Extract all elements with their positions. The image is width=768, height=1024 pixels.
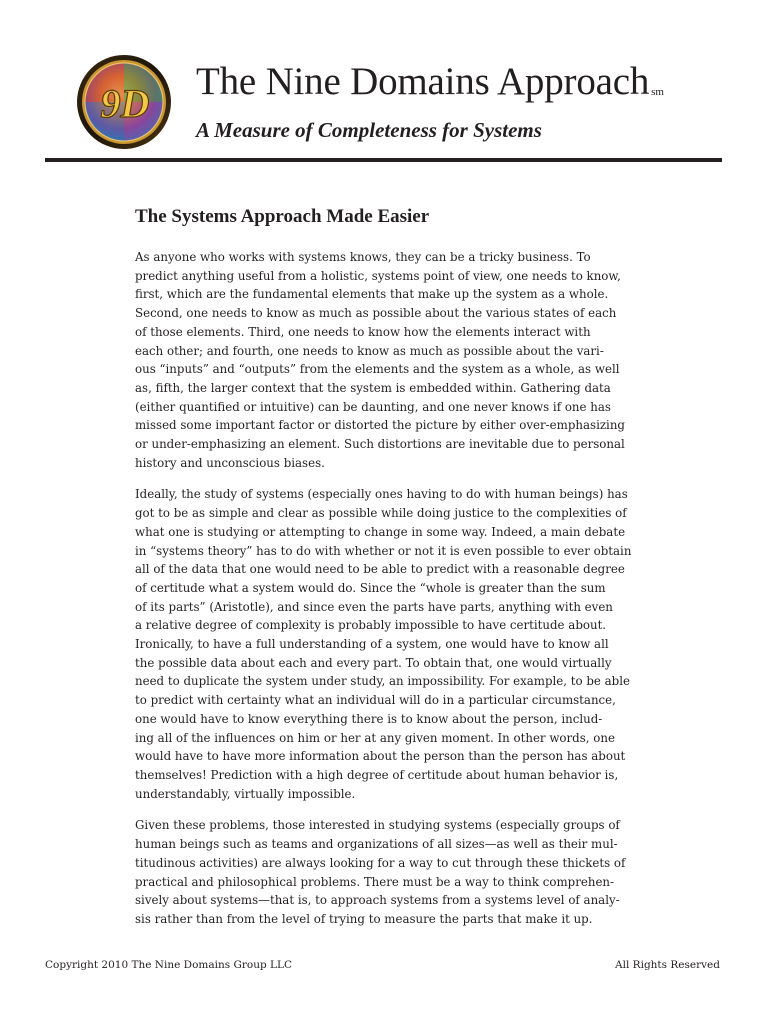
text-line: understandably, virtually impossible. — [135, 786, 356, 801]
text-line: titudinous activities) are always looking for a way to cut through these thickets of — [135, 855, 626, 870]
paragraph-2 — [135, 485, 635, 803]
text-line: practical and philosophical problems. There must be a way to think comprehen- — [135, 874, 615, 889]
logo-monogram: 9D — [100, 81, 150, 126]
text-line: themselves! Prediction with a high degree of certitude about human behavior is, — [135, 767, 619, 782]
text-line: of certitude what a system would do. Since the “whole is greater than the sum — [135, 580, 606, 595]
text-line: ous “inputs” and “outputs” from the elements and the system as a whole, as well — [135, 362, 620, 377]
document-subtitle: A Measure of Completeness for Systems — [196, 118, 542, 142]
text-line: history and unconscious biases. — [135, 455, 325, 470]
text-line: first, which are the fundamental elements that make up the system as a whole. — [135, 287, 609, 302]
text-line: sively about systems—that is, to approach systems from a systems level of analy- — [135, 893, 620, 908]
text-line: need to duplicate the system under study, an impossibility. For example, to be able — [135, 674, 630, 689]
text-line: what one is studying or attempting to change in some way. Indeed, a main debate — [135, 524, 626, 539]
nine-domains-logo — [76, 54, 172, 150]
article-body — [135, 204, 635, 942]
logo-emblem — [76, 54, 172, 150]
text-line: Ideally, the study of systems (especially ones having to do with human beings) has — [135, 487, 628, 502]
text-line: as, fifth, the larger context that the system is embedded within. Gathering data — [135, 380, 611, 395]
text-line: would have to have more information about the person than the person has about — [135, 749, 626, 764]
text-line: ing all of the influences on him or her at any given moment. In other words, one — [135, 730, 615, 745]
text-line: Given these problems, those interested in studying systems (especially groups of — [135, 818, 620, 833]
text-line: (either quantified or intuitive) can be daunting, and one never knows if one has — [135, 399, 611, 414]
text-line: Second, one needs to know as much as possible about the various states of each — [135, 306, 617, 321]
text-line: each other; and fourth, one needs to know as much as possible about the vari- — [135, 343, 604, 358]
section-heading: The Systems Approach Made Easier — [135, 206, 430, 227]
text-line: got to be as simple and clear as possible while doing justice to the complexities of — [135, 506, 627, 521]
text-line: missed some important factor or distorted the picture by either over-emphasizing — [135, 418, 625, 433]
text-line: of its parts” (Aristotle), and since even the parts have parts, anything with even — [135, 599, 613, 614]
text-line: sis rather than from the level of trying to measure the parts that make it up. — [135, 911, 593, 926]
copyright-notice: Copyright 2010 The Nine Domains Group LLC — [45, 959, 292, 971]
document-title — [196, 60, 664, 104]
text-line: Ironically, to have a full understanding of a system, one would have to know all — [135, 637, 609, 652]
text-line: the possible data about each and every part. To obtain that, one would virtually — [135, 655, 612, 670]
text-line: to predict with certainty what an individual will do in a particular circumstance, — [135, 693, 616, 708]
text-line: all of the data that one would need to be able to predict with a reasonable degree — [135, 562, 625, 577]
text-line: or under-emphasizing an element. Such distortions are inevitable due to personal — [135, 437, 625, 452]
text-line: a relative degree of complexity is probably impossible to have certitude about. — [135, 618, 607, 633]
paragraph-1 — [135, 248, 635, 472]
service-mark: sm — [651, 86, 664, 98]
rights-notice: All Rights Reserved — [615, 959, 720, 971]
text-line: predict anything useful from a holistic, systems point of view, one needs to know, — [135, 268, 621, 283]
text-line: in “systems theory” has to do with whether or not it is even possible to ever obtain — [135, 543, 632, 558]
header-divider — [45, 158, 722, 162]
text-line: human beings such as teams and organizations of all sizes—as well as their mul- — [135, 837, 618, 852]
paragraph-3 — [135, 816, 635, 928]
title-text: The Nine Domains Approach — [196, 60, 650, 103]
text-line: one would have to know everything there is to know about the person, includ- — [135, 711, 603, 726]
text-line: As anyone who works with systems knows, they can be a tricky business. To — [135, 250, 591, 264]
text-line: of those elements. Third, one needs to know how the elements interact with — [135, 324, 591, 339]
